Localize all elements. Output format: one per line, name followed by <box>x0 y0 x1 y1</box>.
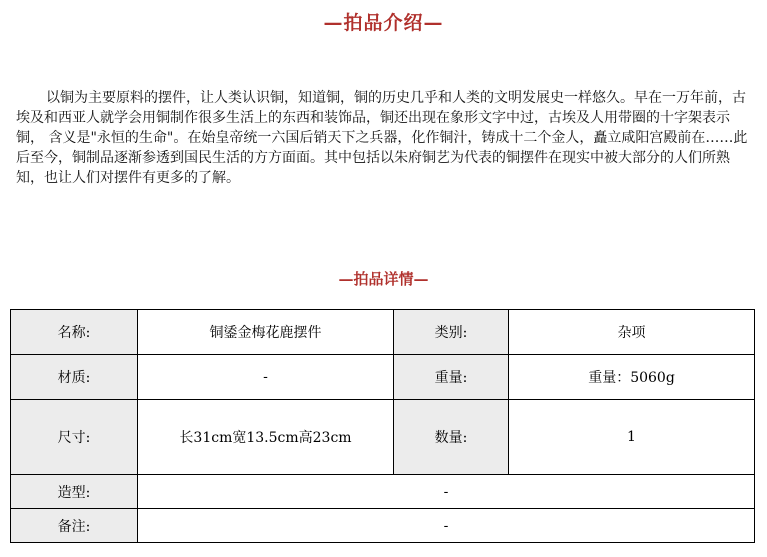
details-heading: —拍品详情— <box>338 270 429 288</box>
table-row <box>11 355 755 400</box>
size-value: 长31cm宽13.5cm高23cm <box>138 400 394 475</box>
name-value: 铜鋈金梅花鹿摆件 <box>138 310 394 355</box>
intro-heading: —拍品介绍— <box>323 12 444 34</box>
table-row <box>11 475 755 509</box>
material-label: 材质: <box>11 355 138 400</box>
intro-section <box>16 88 751 188</box>
notes-label: 备注: <box>11 509 138 543</box>
notes-value: - <box>138 509 755 543</box>
category-label: 类别: <box>394 310 509 355</box>
table-row <box>11 310 755 355</box>
weight-value: 重量：5060g <box>509 355 755 400</box>
shape-label: 造型: <box>11 475 138 509</box>
shape-value: - <box>138 475 755 509</box>
table-row <box>11 400 755 475</box>
intro-paragraph: 以铜为主要原料的摆件，让人类认识铜，知道铜，铜的历史几乎和人类的文明发展史一样悠久。早在一万年前，古埃及和西亚人就学会用铜制作很多生活上的东西和装饰品，铜还出现在象形文字中过，古埃及人用带圈的十字架表示铜， 含义是"永恒的生命"。在始皇帝统一六国后销天下之兵器，化作铜汁，铸成十二个金人，矗立咸阳宫殿前在……此后至今，铜制品逐渐参透到国民生活的方方面面。其中包括以朱府铜艺为代表的铜摆件在现实中被大部分的人们所熟知，也让人们对摆件有更多的了解。 <box>16 90 748 186</box>
quantity-value: 1 <box>509 400 755 475</box>
quantity-label: 数量: <box>394 400 509 475</box>
material-value: - <box>138 355 394 400</box>
size-label: 尺寸: <box>11 400 138 475</box>
name-label: 名称: <box>11 310 138 355</box>
weight-label: 重量: <box>394 355 509 400</box>
category-value: 杂项 <box>509 310 755 355</box>
details-table <box>10 309 755 543</box>
table-row <box>11 509 755 543</box>
